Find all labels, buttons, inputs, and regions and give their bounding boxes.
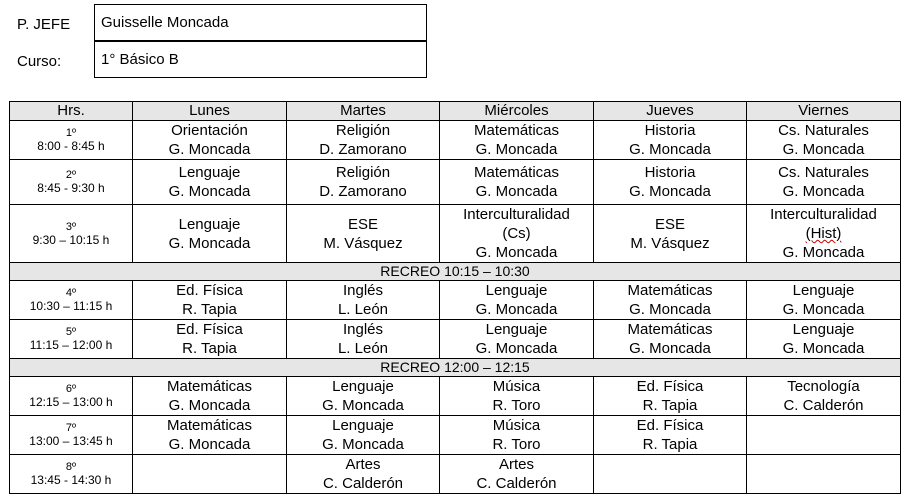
class-cell — [440, 160, 594, 205]
teacher-name: G. Moncada — [629, 340, 711, 357]
teacher-name: G. Moncada — [475, 183, 558, 200]
class-cell — [594, 281, 747, 320]
teacher-name: G. Moncada — [782, 141, 865, 158]
class-cell — [594, 205, 747, 263]
class-cell — [287, 455, 440, 494]
teacher-name: M. Vásquez — [323, 234, 403, 252]
schedule-row — [10, 281, 901, 320]
period-time: 13:45 - 14:30 h — [30, 473, 112, 487]
class-cell — [747, 377, 901, 416]
period-cell — [10, 320, 133, 359]
class-cell — [133, 205, 287, 263]
recess-label: RECREO 12:00 – 12:15 — [10, 359, 901, 377]
teacher-name: G. Moncada — [168, 183, 251, 200]
period-cell — [10, 121, 133, 160]
class-cell — [133, 281, 287, 320]
teacher-name: G. Moncada — [782, 340, 865, 357]
column-header-martes: Martes — [287, 102, 440, 121]
subject-name: Ed. Física — [176, 282, 243, 299]
subject-name: Religión — [335, 164, 391, 181]
schedule-body — [10, 121, 901, 494]
subject-name: Interculturalidad — [463, 206, 570, 223]
period-cell — [10, 160, 133, 205]
period-time: 8:45 - 9:30 h — [37, 181, 105, 195]
class-cell — [133, 121, 287, 160]
class-cell — [133, 160, 287, 205]
period-number: 1º — [65, 127, 77, 139]
class-cell — [440, 121, 594, 160]
schedule-row — [10, 121, 901, 160]
subject-name: Religión — [335, 122, 391, 139]
schedule-row — [10, 377, 901, 416]
teacher-name: G. Moncada — [475, 244, 558, 261]
class-cell — [133, 320, 287, 359]
subject-name: Ed. Física — [636, 378, 704, 395]
schedule-table — [9, 101, 901, 494]
column-header-lunes: Lunes — [133, 102, 287, 121]
column-header-viernes: Viernes — [747, 102, 901, 121]
class-cell — [287, 281, 440, 320]
subject-name: ESE — [654, 215, 685, 233]
period-time: 8:00 - 8:45 h — [37, 139, 105, 153]
schedule-row — [10, 320, 901, 359]
subject-name: Ed. Física — [636, 417, 704, 434]
teacher-name: C. Calderón — [783, 397, 864, 414]
teacher-name: L. León — [337, 340, 389, 357]
curso-value-field[interactable]: 1° Básico B — [94, 41, 427, 78]
column-header-miercoles: Miércoles — [440, 102, 594, 121]
period-time: 9:30 – 10:15 h — [32, 232, 110, 247]
period-number: 4º — [65, 287, 77, 299]
subject-name: Matemáticas — [627, 321, 713, 338]
teacher-name: M. Vásquez — [630, 234, 710, 252]
class-cell — [287, 121, 440, 160]
subject-name: Lenguaje — [485, 282, 548, 299]
teacher-name: R. Tapia — [642, 436, 698, 453]
subject-name: Lenguaje — [332, 378, 394, 395]
period-number: 8º — [65, 461, 77, 473]
subject-name: Lenguaje — [792, 321, 855, 338]
teacher-name: G. Moncada — [322, 436, 404, 453]
teacher-name: G. Moncada — [475, 340, 558, 357]
period-cell — [10, 455, 133, 494]
jefe-label: P. JEFE — [17, 16, 71, 33]
class-cell — [594, 416, 747, 455]
subject-name: Cs. Naturales — [778, 164, 869, 181]
teacher-name: C. Calderón — [322, 475, 404, 492]
class-cell — [594, 160, 747, 205]
period-cell — [10, 377, 133, 416]
recess-label: RECREO 10:15 – 10:30 — [10, 263, 901, 281]
column-header-jueves: Jueves — [594, 102, 747, 121]
teacher-name: R. Tapia — [182, 301, 237, 318]
subject-name: ESE — [347, 215, 378, 233]
subject-name: Inglés — [342, 321, 384, 338]
subject-name: Lenguaje — [332, 417, 394, 434]
recess-row — [10, 263, 901, 281]
period-time: 11:15 – 12:00 h — [29, 338, 113, 352]
subject-name: Lenguaje — [178, 164, 241, 181]
teacher-name: G. Moncada — [782, 244, 865, 261]
class-cell — [747, 121, 901, 160]
jefe-value-field[interactable]: Guisselle Moncada — [94, 4, 427, 41]
teacher-name: G. Moncada — [475, 301, 558, 318]
teacher-name: G. Moncada — [475, 141, 558, 158]
class-cell — [440, 205, 594, 263]
teacher-name: C. Calderón — [476, 475, 557, 492]
subject-name: Música — [492, 378, 541, 395]
teacher-name: D. Zamorano — [319, 141, 407, 158]
schedule-row — [10, 416, 901, 455]
class-cell — [287, 205, 440, 263]
class-cell — [440, 281, 594, 320]
subject-name: Matemáticas — [473, 164, 560, 181]
teacher-name: G. Moncada — [168, 436, 251, 453]
subject-name: Ed. Física — [176, 321, 243, 338]
class-cell — [747, 320, 901, 359]
class-cell — [747, 205, 901, 263]
teacher-name: R. Tapia — [182, 340, 237, 357]
teacher-name: G. Moncada — [782, 301, 865, 318]
period-number: 3º — [65, 220, 77, 233]
schedule-row — [10, 160, 901, 205]
class-cell — [133, 416, 287, 455]
class-cell — [287, 320, 440, 359]
period-number: 6º — [65, 383, 77, 395]
teacher-name: G. Moncada — [168, 234, 251, 252]
subject-name: Matemáticas — [473, 122, 560, 139]
period-time: 10:30 – 11:15 h — [29, 299, 113, 313]
subject-name: (Hist) — [805, 225, 842, 242]
teacher-name: R. Tapia — [642, 397, 698, 414]
teacher-name: L. León — [337, 301, 389, 318]
period-number: 5º — [65, 326, 77, 338]
teacher-name: G. Moncada — [629, 183, 711, 200]
subject-name: Cs. Naturales — [778, 122, 869, 139]
class-cell — [287, 377, 440, 416]
column-header-hrs: Hrs. — [10, 102, 133, 121]
subject-name: Artes — [498, 456, 534, 473]
teacher-name: G. Moncada — [168, 141, 251, 158]
recess-row — [10, 359, 901, 377]
subject-name: Tecnología — [787, 378, 860, 395]
subject-name: Música — [492, 417, 541, 434]
subject-name: Matemáticas — [166, 417, 253, 434]
subject-name: Matemáticas — [627, 282, 713, 299]
class-cell — [440, 416, 594, 455]
teacher-name: R. Toro — [492, 436, 541, 453]
class-cell — [594, 320, 747, 359]
schedule-header-row — [10, 102, 901, 121]
teacher-name: R. Toro — [492, 397, 541, 414]
schedule-row — [10, 205, 901, 263]
period-time: 12:15 – 13:00 h — [29, 395, 113, 409]
curso-label: Curso: — [17, 53, 62, 70]
teacher-name: G. Moncada — [168, 397, 251, 414]
period-number: 7º — [65, 422, 77, 434]
period-number: 2º — [65, 169, 77, 181]
class-cell — [440, 320, 594, 359]
teacher-name: G. Moncada — [322, 397, 404, 414]
subject-name: Inglés — [342, 282, 384, 299]
class-cell — [594, 121, 747, 160]
class-cell — [747, 281, 901, 320]
subject-name: Lenguaje — [792, 282, 855, 299]
teacher-name: G. Moncada — [782, 183, 865, 200]
class-cell — [287, 416, 440, 455]
period-time: 13:00 – 13:45 h — [29, 434, 113, 448]
subject-name: Lenguaje — [485, 321, 548, 338]
class-cell — [440, 455, 594, 494]
subject-name: (Cs) — [502, 225, 531, 242]
subject-name: Historia — [644, 122, 696, 139]
class-cell — [440, 377, 594, 416]
class-cell — [594, 455, 747, 494]
teacher-name: D. Zamorano — [319, 183, 407, 200]
subject-name: Matemáticas — [166, 378, 253, 395]
subject-name: Artes — [345, 456, 381, 473]
class-cell — [747, 160, 901, 205]
class-cell — [747, 455, 901, 494]
subject-name: Lenguaje — [178, 215, 241, 233]
class-cell — [747, 416, 901, 455]
teacher-name: G. Moncada — [629, 301, 711, 318]
class-cell — [133, 455, 287, 494]
subject-name: Orientación — [171, 122, 248, 139]
class-cell — [133, 377, 287, 416]
subject-name: Historia — [644, 164, 696, 181]
period-cell — [10, 416, 133, 455]
period-cell — [10, 281, 133, 320]
subject-name: Interculturalidad — [770, 206, 877, 223]
schedule-row — [10, 455, 901, 494]
class-cell — [287, 160, 440, 205]
period-cell — [10, 205, 133, 263]
teacher-name: G. Moncada — [629, 141, 711, 158]
class-cell — [594, 377, 747, 416]
